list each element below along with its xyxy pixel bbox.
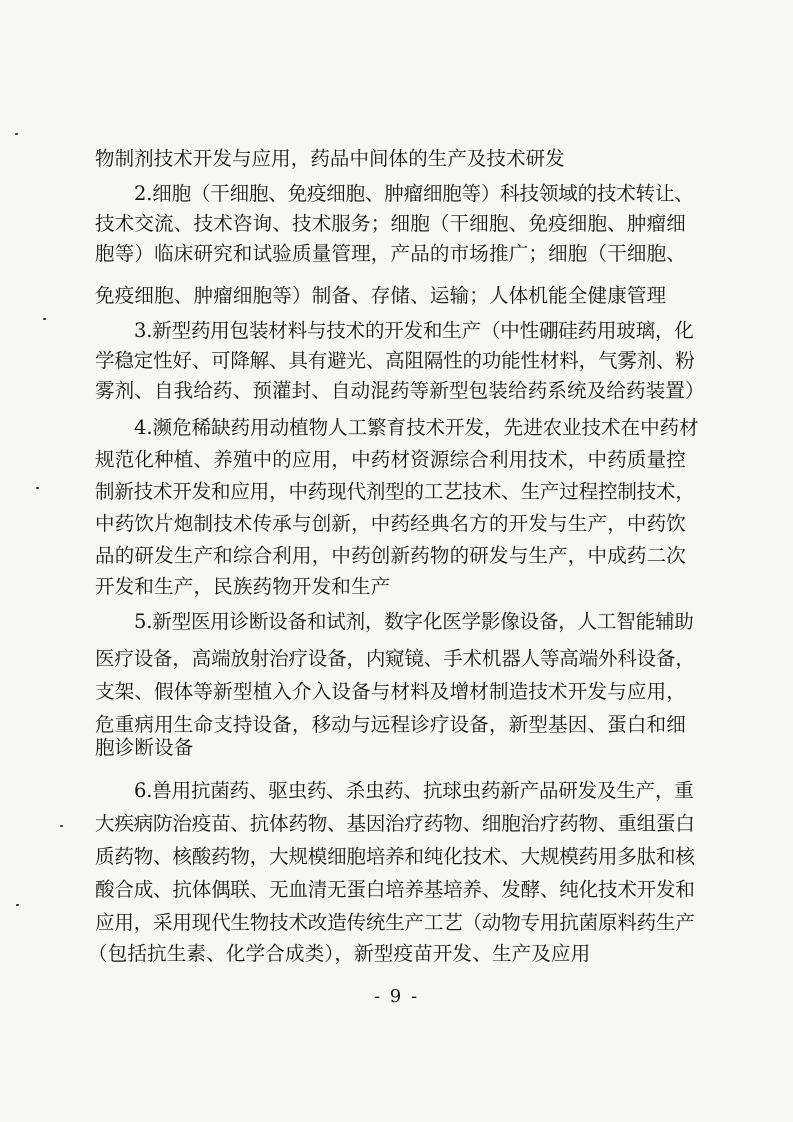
paragraph-line: 应用，采用现代生物技术改造传统生产工艺（动物专用抗菌原料药生产: [95, 911, 695, 934]
paragraph-line: 品的研发生产和综合利用，中药创新药物的研发与生产，中成药二次: [95, 544, 687, 567]
paragraph-first-line: 5.新型医用诊断设备和试剂，数字化医学影像设备，人工智能辅助: [134, 610, 694, 633]
paragraph-line: 质药物、核酸药物，大规模细胞培养和纯化技术、大规模药用多肽和核: [95, 845, 695, 868]
paragraph-line: 开发和生产，民族药物开发和生产: [95, 575, 391, 598]
scan-speck: [16, 904, 19, 906]
paragraph-first-line: 3.新型药用包装材料与技术的开发和生产（中性硼硅药用玻璃，化: [134, 319, 694, 342]
paragraph-line: 学稳定性好、可降解、具有避光、高阻隔性的功能性材料，气雾剂、粉: [95, 349, 695, 372]
paragraph-first-line: 4.濒危稀缺药用动植物人工繁育技术开发，先进农业技术在中药材: [134, 416, 699, 439]
scan-speck: [43, 318, 46, 320]
paragraph-line: 酸合成、抗体偶联、无血清无蛋白培养基培养、发酵、纯化技术开发和: [95, 878, 695, 901]
page-number: - 9 -: [373, 986, 420, 1007]
paragraph-line: 危重病用生命支持设备，移动与远程诊疗设备，新型基因、蛋白和细: [95, 713, 687, 736]
paragraph-line: 雾剂、自我给药、预灌封、自动混药等新型包装给药系统及给药装置）: [95, 379, 705, 402]
paragraph-line: 医疗设备，高端放射治疗设备，内窥镜、手术机器人等高端外科设备，: [95, 647, 695, 670]
paragraph-line: （包括抗生素、化学合成类），新型疫苗开发、生产及应用: [88, 942, 591, 965]
paragraph-line: 免疫细胞、肿瘤细胞等）制备、存储、运输；人体机能全健康管理: [95, 284, 667, 307]
paragraph-line: 规范化种植、养殖中的应用，中药材资源综合利用技术，中药质量控: [95, 448, 687, 471]
paragraph-line: 胞诊断设备: [95, 736, 194, 759]
paragraph-line: 中药饮片炮制技术传承与创新，中药经典名方的开发与生产，中药饮: [95, 512, 687, 535]
paragraph-line: 技术交流、技术咨询、技术服务；细胞（干细胞、免疫细胞、肿瘤细: [95, 212, 687, 235]
paragraph-line: 支架、假体等新型植入介入设备与材料及增材制造技术开发与应用，: [95, 680, 687, 703]
paragraph-first-line: 6.兽用抗菌药、驱虫药、杀虫药、抗球虫药新产品研发及生产，重: [134, 779, 694, 802]
paragraph-line: 物制剂技术开发与应用，药品中间体的生产及技术研发: [95, 147, 565, 170]
paragraph-line: 胞等）临床研究和试验质量管理，产品的市场推广；细胞（干细胞、: [95, 242, 687, 265]
paragraph-first-line: 2.细胞（干细胞、免疫细胞、肿瘤细胞等）科技领域的技术转让、: [134, 182, 694, 205]
scan-speck: [60, 825, 63, 827]
scan-speck: [36, 487, 39, 489]
scan-speck: [15, 133, 18, 135]
paragraph-line: 制新技术开发和应用，中药现代剂型的工艺技术、生产过程控制技术，: [95, 480, 695, 503]
paragraph-line: 大疾病防治疫苗、抗体药物、基因治疗药物、细胞治疗药物、重组蛋白: [95, 812, 695, 835]
